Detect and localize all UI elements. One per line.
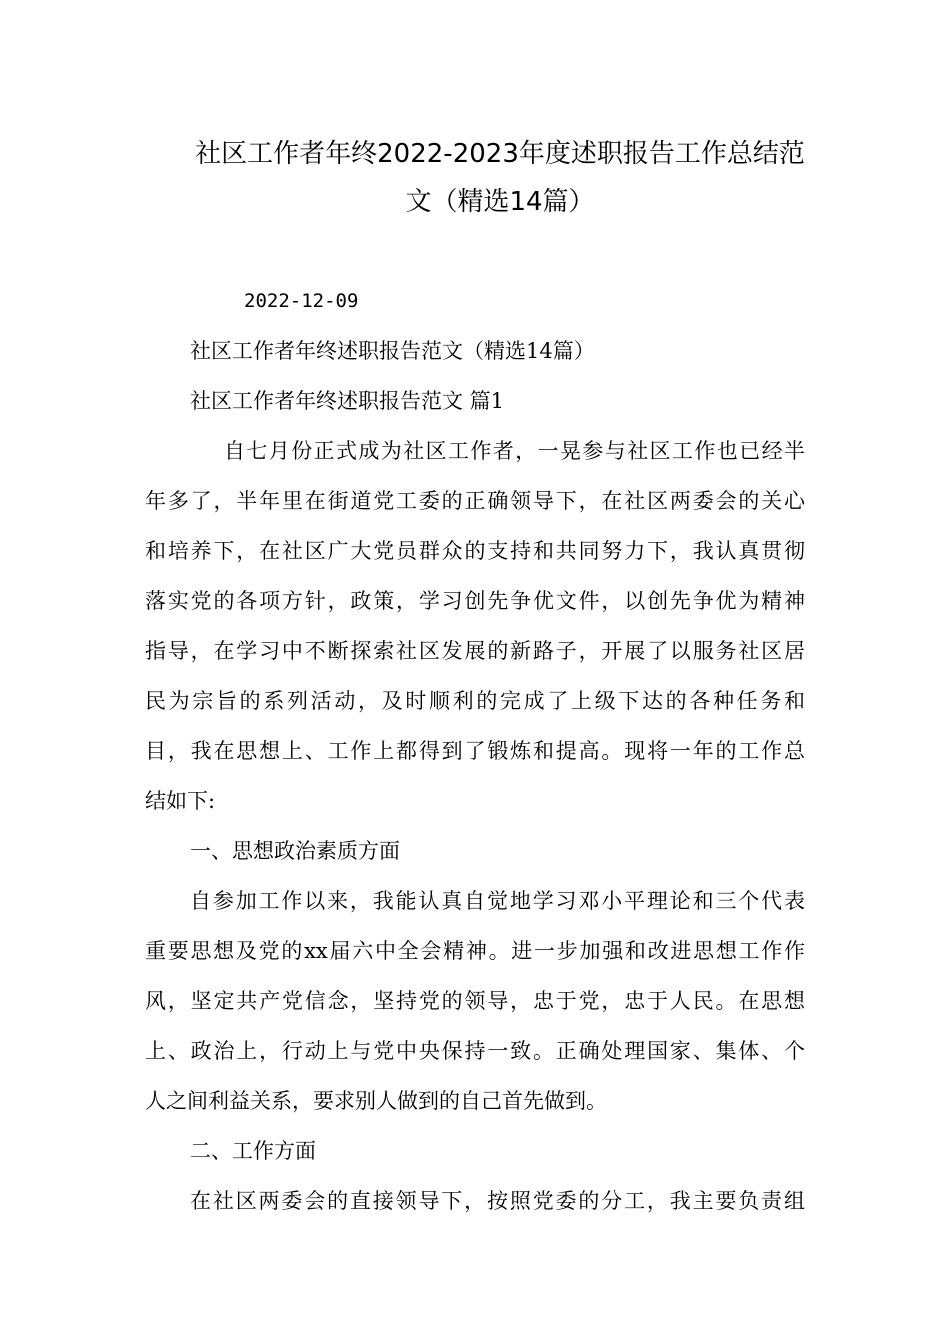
paragraph-line: 自七月份正式成为社区工作者，一晃参与社区工作也已经半 (224, 439, 805, 463)
paragraph-line: 风，坚定共产党信念，坚持党的领导，忠于党，忠于人民。在思想 (145, 989, 805, 1013)
document-subtitle: 社区工作者年终述职报告范文（精选14篇） (190, 339, 595, 363)
paragraph-line: 和培养下，在社区广大党员群众的支持和共同努力下，我认真贯彻 (145, 539, 805, 563)
paragraph-line: 上、政治上，行动上与党中央保持一致。正确处理国家、集体、个 (145, 1039, 805, 1063)
section-heading-2: 二、工作方面 (190, 1139, 316, 1163)
document-title-line-2: 文（精选14篇） (405, 187, 595, 217)
section-heading-1: 一、思想政治素质方面 (190, 839, 400, 863)
paragraph-line: 民为宗旨的系列活动，及时顺利的完成了上级下达的各种任务和 (145, 689, 805, 713)
paragraph-line: 重要思想及党的xx届六中全会精神。进一步加强和改进思想工作作 (145, 939, 805, 963)
paragraph-line: 结如下: (145, 789, 216, 813)
paragraph-line: 目，我在思想上、工作上都得到了锻炼和提高。现将一年的工作总 (145, 739, 805, 763)
document-title-line-1: 社区工作者年终2022-2023年度述职报告工作总结范 (195, 139, 805, 169)
paragraph-line: 自参加工作以来，我能认真自觉地学习邓小平理论和三个代表 (190, 889, 805, 913)
paragraph-line: 指导，在学习中不断探索社区发展的新路子，开展了以服务社区居 (145, 639, 805, 663)
section-heading: 社区工作者年终述职报告范文 篇1 (190, 389, 505, 413)
document-date: 2022-12-09 (244, 290, 359, 312)
paragraph-line: 人之间利益关系，要求别人做到的自己首先做到。 (145, 1089, 607, 1113)
paragraph-line: 年多了，半年里在街道党工委的正确领导下，在社区两委会的关心 (145, 489, 805, 513)
paragraph-line: 落实党的各项方针，政策，学习创先争优文件，以创先争优为精神 (145, 589, 805, 613)
paragraph-line: 在社区两委会的直接领导下，按照党委的分工，我主要负责组 (190, 1189, 805, 1213)
